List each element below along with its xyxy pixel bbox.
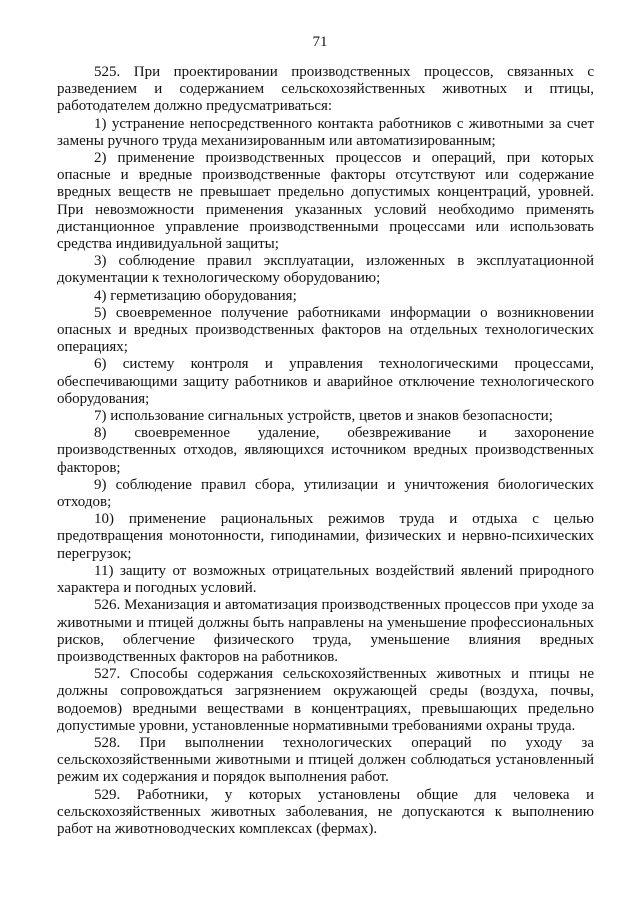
list-item-6: 6) систему контроля и управления технологическими процессами, обеспечивающими защиту работников и аварийное отключение технологического оборудования; bbox=[57, 356, 594, 407]
list-item-5: 5) своевременное получение работниками информации о возникновении опасных и вредных производственных факторов на отдельных технологических операциях; bbox=[57, 304, 594, 356]
list-item-9: 9) соблюдение правил сбора, утилизации и уничтожения биологических отходов; bbox=[57, 476, 594, 511]
list-item-4: 4) герметизацию оборудования; bbox=[94, 287, 297, 304]
list-item-10: 10) применение рациональных режимов труда и отдыха с целью предотвращения монотонности, гиподинамии, физических и нервно-психических перегрузок; bbox=[57, 511, 594, 562]
list-item-3: 3) соблюдение правил эксплуатации, изложенных в эксплуатационной документации к технологическому оборудованию; bbox=[57, 253, 594, 287]
paragraph-525: 525. При проектировании производственных процессов, связанных с разведением и содержанием сельскохозяйственных животных и птицы, работодателем должно предусматриваться: bbox=[57, 64, 594, 115]
paragraph-528: 528. При выполнении технологических операций по уходу за сельскохозяйственными животными и птицей должен соблюдаться установленный режим их содержания и порядок выполнения работ. bbox=[57, 734, 594, 786]
list-item-11: 11) защиту от возможных отрицательных воздействий явлений природного характера и погодных условий. bbox=[57, 562, 594, 597]
document-body bbox=[57, 64, 594, 838]
paragraph-526: 526. Механизация и автоматизация производственных процессов при уходе за животными и птицей должны быть направлены на уменьшение профессиональных рисков, облегчение физического труда, уменьшение влияния вредных производственных факторов на работников. bbox=[57, 597, 594, 665]
list-item-8: 8) своевременное удаление, обезвреживание и захоронение производственных отходов, являющихся источником вредных производственных факторов; bbox=[57, 425, 594, 476]
page-number: 71 bbox=[312, 34, 328, 50]
list-item-7: 7) использование сигнальных устройств, цветов и знаков безопасности; bbox=[94, 408, 553, 425]
paragraph-529: 529. Работники, у которых установлены общие для человека и сельскохозяйственных животных заболевания, не допускаются к выполнению работ на животноводческих комплексах (фермах). bbox=[57, 786, 594, 837]
paragraph-527: 527. Способы содержания сельскохозяйственных животных и птицы не должны сопровождаться загрязнением окружающей среды (воздуха, почвы, водоемов) вредными веществами в концентрациях, превышающих предельно допустимые уровни, установленные нормативными требованиями охраны труда. bbox=[57, 666, 594, 734]
list-item-1: 1) устранение непосредственного контакта работников с животными за счет замены ручного труда механизированным или автоматизированным; bbox=[57, 115, 594, 149]
list-item-2: 2) применение производственных процессов и операций, при которых опасные и вредные производственные факторы отсутствуют или содержание вредных веществ не превышает предельно допустимых концентраций, уровней. При невозможности применения указанных условий необходимо применять дистанционное управление производственными процессами или использовать средства индивидуальной защиты; bbox=[57, 150, 594, 253]
